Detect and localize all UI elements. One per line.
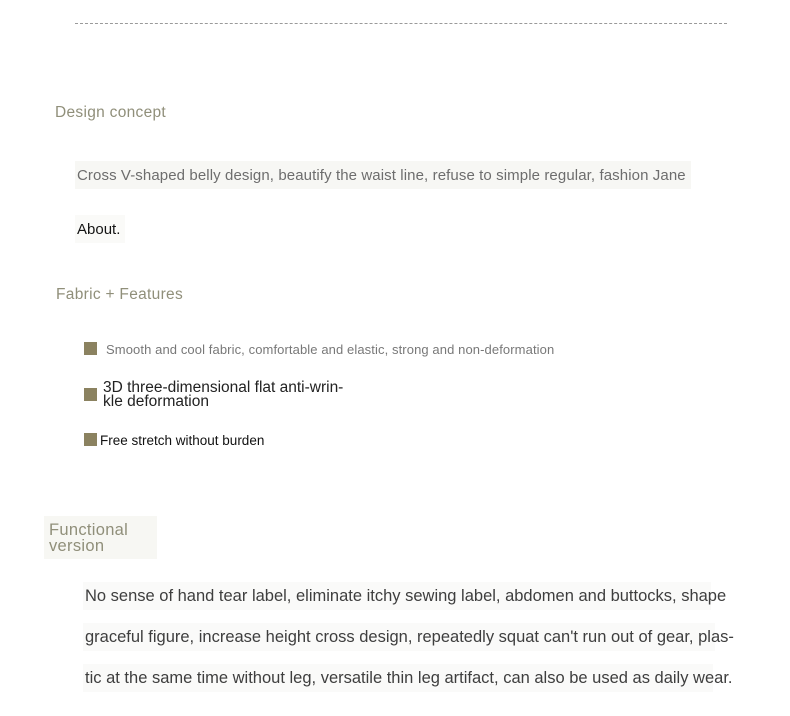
paragraph-line: graceful figure, increase height cross design, repeatedly squat can't run out of gear, plas- [85,628,734,646]
feature-text: Smooth and cool fabric, comfortable and elastic, strong and non-deformation [106,342,555,357]
feature-text-line: kle deformation [103,392,209,410]
bullet-square-icon [84,433,97,446]
paragraph-line: tic at the same time without leg, versatile thin leg artifact, can also be used as daily wear. [85,669,733,687]
functional-version-paragraph [85,576,734,699]
feature-text [103,381,343,408]
design-concept-about: About. [77,221,121,238]
fabric-features-heading: Fabric + Features [56,286,183,303]
feature-text-line: 3D three-dimensional flat anti-wrin- [103,379,344,396]
heading-line: Functional [49,521,129,539]
heading-line: version [49,537,105,555]
bullet-square-icon [84,342,97,355]
feature-text: Free stretch without burden [100,433,265,448]
dashed-divider [75,23,727,24]
design-concept-heading: Design concept [55,104,167,121]
design-concept-line: Cross V-shaped belly design, beautify the waist line, refuse to simple regular, fashion Jane [77,167,686,184]
functional-version-heading [49,522,128,554]
bullet-square-icon [84,388,97,401]
paragraph-line: No sense of hand tear label, eliminate itchy sewing label, abdomen and buttocks, shape [85,587,727,605]
